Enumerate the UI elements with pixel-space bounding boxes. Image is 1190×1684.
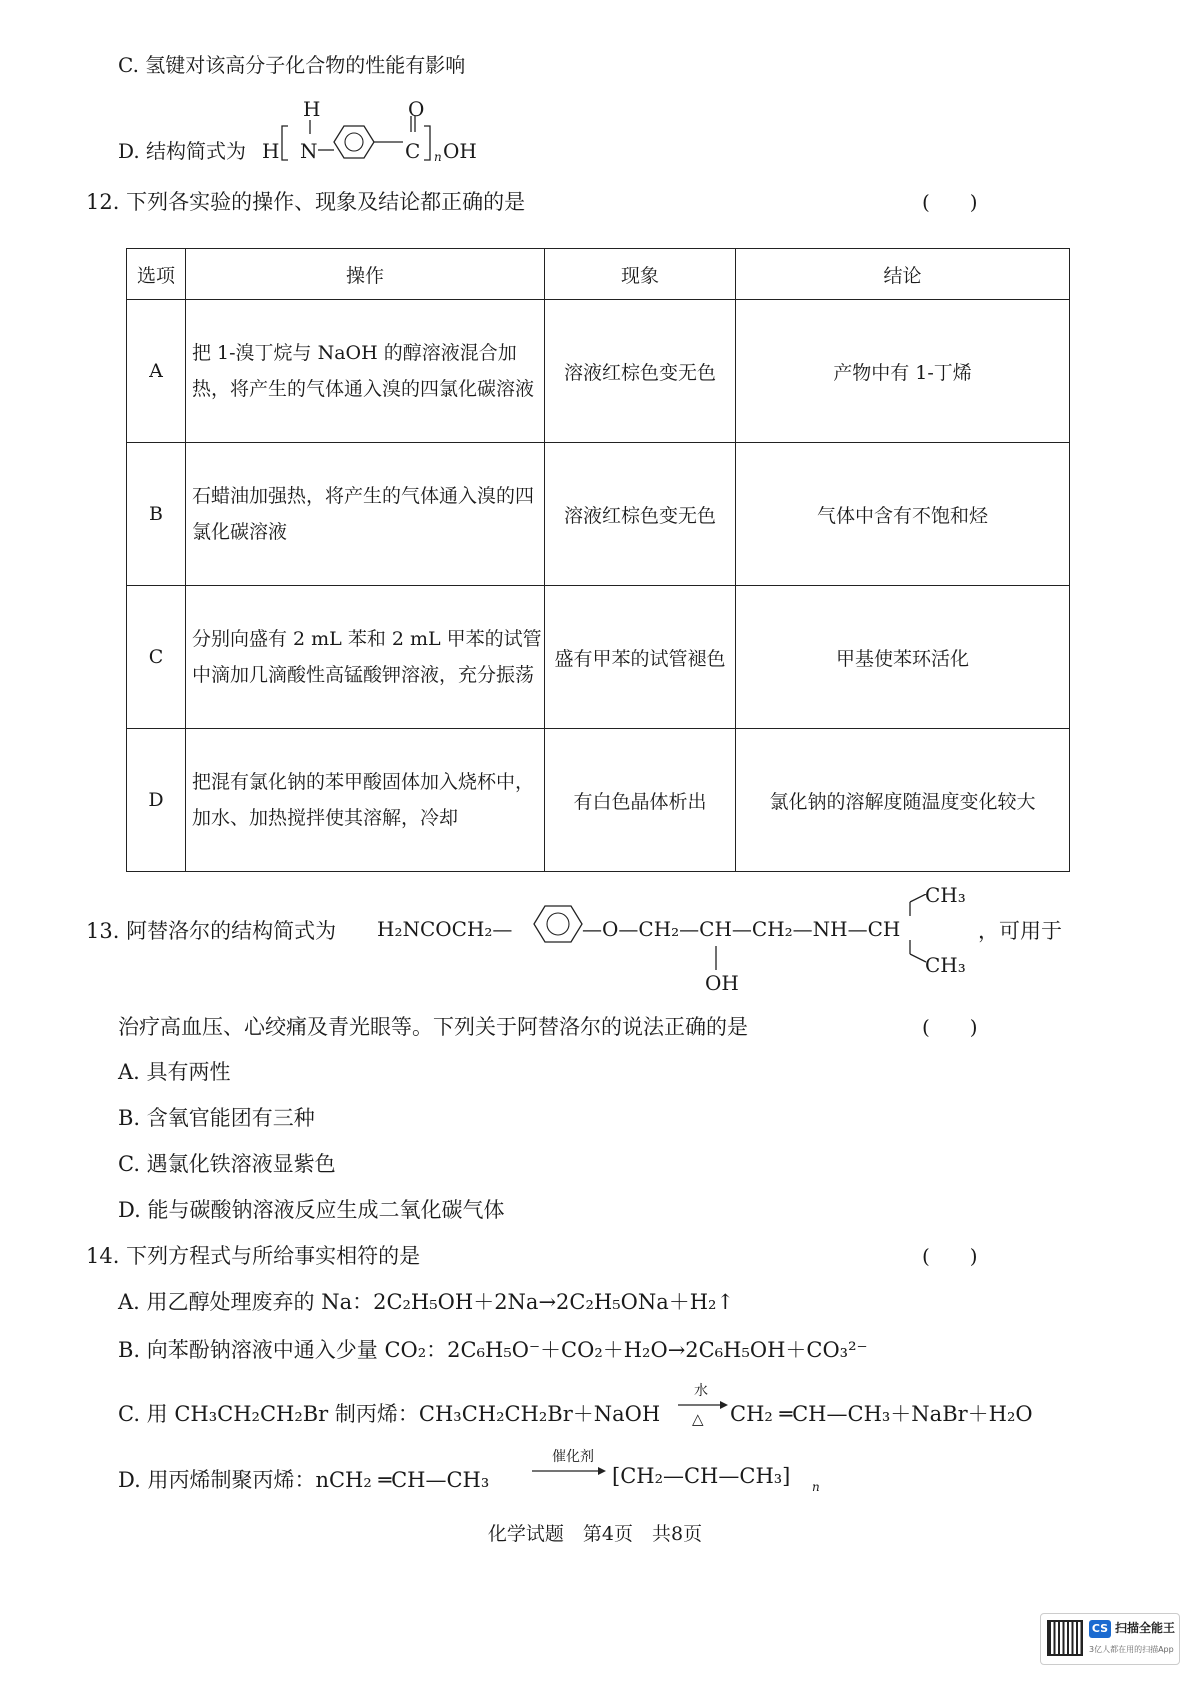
row-option: B [127,443,186,586]
formula-h-top: H [303,97,321,121]
q14-option-a: A. 用乙醇处理废弃的 Na：2C₂H₅OH＋2Na→2C₂H₅ONa＋H₂↑ [118,1290,735,1314]
row-option: A [127,300,186,443]
q14-option-d-n: n [812,1480,820,1494]
q13-option-b: B. 含氧官能团有三种 [118,1106,315,1130]
q14-option-c-condition-top: 水 [694,1383,708,1399]
row-conclusion: 甲基使苯环活化 [736,586,1070,729]
table-row [127,586,1070,729]
q11-option-c: C. 氢键对该高分子化合物的性能有影响 [118,53,466,77]
q13-stem-c: 治疗高血压、心绞痛及青光眼等。下列关于阿替洛尔的说法正确的是 [118,1015,748,1039]
scanner-watermark [1040,1613,1180,1665]
q14-option-c-left: C. 用 CH₃CH₂CH₂Br 制丙烯：CH₃CH₂CH₂Br＋NaOH [118,1402,661,1426]
formula-oh: OH [705,971,739,995]
formula-c: C [405,139,421,163]
row-operation: 把混有氯化钠的苯甲酸固体加入烧杯中，加水、加热搅拌使其溶解，冷却 [186,729,545,872]
formula-ch3-bottom: CH₃ [925,953,966,977]
q13-option-a: A. 具有两性 [118,1060,231,1084]
row-phenomenon: 溶液红棕色变无色 [545,300,736,443]
scanner-app-tagline: 3亿人都在用的扫描App [1089,1645,1174,1654]
q13-bonds [700,894,940,974]
formula-chain: —O—CH₂—CH—CH₂—NH—CH [582,917,901,941]
q13-option-c: C. 遇氯化铁溶液显紫色 [118,1152,336,1176]
table-row [127,729,1070,872]
header-option: 选项 [127,249,186,300]
row-conclusion: 氯化钠的溶解度随温度变化较大 [736,729,1070,872]
formula-oh: OH [443,139,477,163]
benzene-ring-icon [532,902,584,946]
formula-ch3-top: CH₃ [925,883,966,907]
table-row [127,443,1070,586]
reaction-arrow-icon [530,1464,606,1478]
header-operation: 操作 [186,249,545,300]
formula-o-top: O [408,97,425,121]
q13-option-d: D. 能与碳酸钠溶液反应生成二氧化碳气体 [118,1198,505,1222]
q14-option-d-right: [CH₂—CH—CH₃] [612,1464,791,1488]
row-phenomenon: 溶液红棕色变无色 [545,443,736,586]
q14-option-d-left: D. 用丙烯制聚丙烯：nCH₂ ═CH—CH₃ [118,1468,490,1492]
header-phenomenon: 现象 [545,249,736,300]
row-phenomenon: 有白色晶体析出 [545,729,736,872]
row-operation: 分别向盛有 2 mL 苯和 2 mL 甲苯的试管中滴加几滴酸性高锰酸钾溶液，充分振荡 [186,586,545,729]
formula-n-sub: n [434,150,442,164]
row-conclusion: 产物中有 1-丁烯 [736,300,1070,443]
q11-option-d: D. 结构简式为 [118,139,247,163]
formula-left: H₂NCOCH₂— [377,917,513,941]
scanner-app-name: 扫描全能王 [1115,1621,1176,1635]
row-operation: 石蜡油加强热，将产生的气体通入溴的四氯化碳溶液 [186,443,545,586]
table-header-row [127,249,1070,300]
q14-option-b: B. 向苯酚钠溶液中通入少量 CO₂：2C₆H₅O⁻＋CO₂＋H₂O→2C₆H₅OH＋CO₃²⁻ [118,1338,868,1362]
table-row [127,300,1070,443]
row-conclusion: 气体中含有不饱和烃 [736,443,1070,586]
q14-option-c-right: CH₂ ═CH—CH₃＋NaBr＋H₂O [730,1402,1033,1426]
q13-answer-paren: ( ) [922,1015,978,1039]
q14-stem: 14. 下列方程式与所给事实相符的是 [86,1244,421,1268]
experiment-table [126,248,1070,872]
q14-option-c-condition-bottom: △ [692,1410,704,1428]
row-option: D [127,729,186,872]
header-conclusion: 结论 [736,249,1070,300]
q11-bonds-ring [270,112,450,162]
row-option: C [127,586,186,729]
formula-n: N [300,139,318,163]
row-operation: 把 1-溴丁烷与 NaOH 的醇溶液混合加热，将产生的气体通入溴的四氯化碳溶液 [186,300,545,443]
row-phenomenon: 盛有甲苯的试管褪色 [545,586,736,729]
q13-stem-a: 13. 阿替洛尔的结构简式为 [86,919,337,943]
q14-answer-paren: ( ) [922,1244,978,1268]
q12-answer-paren: ( ) [922,190,978,214]
formula-h-left: H [262,139,280,163]
qr-code-icon [1047,1620,1083,1656]
cs-logo: CS [1089,1620,1111,1638]
q12-stem: 12. 下列各实验的操作、现象及结论都正确的是 [86,190,526,214]
q13-stem-b: ，可用于 [978,919,1062,943]
q14-option-d-condition: 催化剂 [552,1449,594,1465]
page-footer: 化学试题 第4页 共8页 [487,1523,703,1545]
